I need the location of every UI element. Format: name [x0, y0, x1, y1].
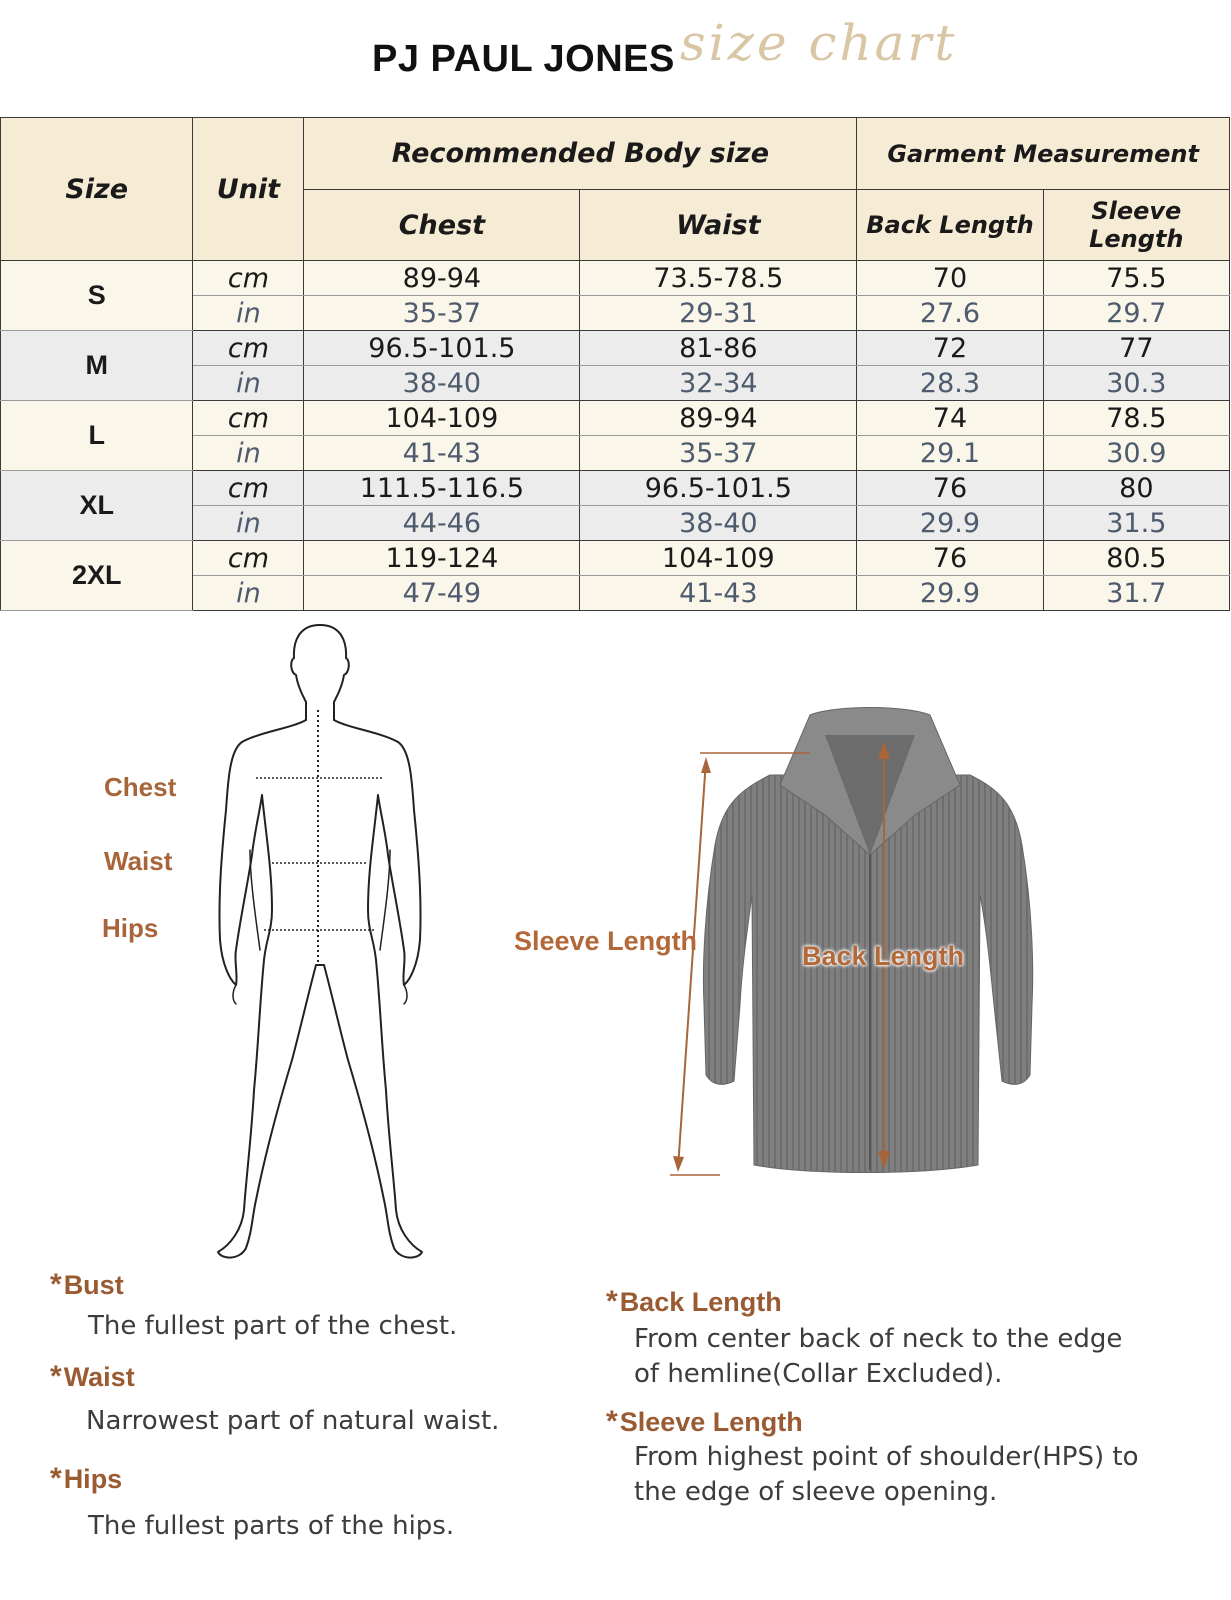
chest-cell: 119-124 [304, 541, 580, 576]
size-chart-script: size chart [680, 14, 958, 72]
waist-label: Waist [104, 846, 173, 876]
note-sleeve-line-1: From highest point of shoulder(HPS) to [634, 1442, 1139, 1472]
sleeve-cell: 75.5 [1043, 261, 1229, 296]
waist-cell: 38-40 [580, 506, 857, 541]
waist-cell: 73.5-78.5 [580, 261, 857, 296]
asterisk-icon: * [606, 1285, 618, 1318]
note-sleeve-line-2: the edge of sleeve opening. [634, 1477, 998, 1507]
group-garment-header: Garment Measurement [857, 118, 1230, 190]
back-cell: 29.1 [857, 436, 1043, 471]
unit-cell: in [193, 366, 304, 401]
size-cell: S [1, 261, 193, 331]
back-cell: 74 [857, 401, 1043, 436]
table-row [1, 401, 1230, 436]
sleeve-cell: 77 [1043, 331, 1229, 366]
asterisk-icon: * [50, 1268, 62, 1301]
sleeve-cell: 29.7 [1043, 296, 1229, 331]
note-back-line-2: of hemline(Collar Excluded). [634, 1359, 1003, 1389]
hips-label: Hips [102, 913, 159, 943]
size-table [0, 117, 1230, 611]
unit-cell: cm [193, 471, 304, 506]
waist-cell: 41-43 [580, 576, 857, 611]
chest-cell: 47-49 [304, 576, 580, 611]
back-cell: 70 [857, 261, 1043, 296]
note-waist-title [50, 1360, 135, 1394]
table-row [1, 541, 1230, 576]
chest-cell: 89-94 [304, 261, 580, 296]
note-sleeve-title-text: Sleeve Length [619, 1407, 803, 1437]
asterisk-icon: * [50, 1462, 62, 1495]
note-bust-title [50, 1268, 124, 1302]
note-hips-title [50, 1462, 122, 1496]
back-cell: 28.3 [857, 366, 1043, 401]
sleeve-length-label: Sleeve Length [514, 926, 698, 956]
brand-name: PJ PAUL JONES [372, 38, 675, 80]
chest-cell: 44-46 [304, 506, 580, 541]
col-unit-header: Unit [193, 118, 304, 261]
col-waist-header: Waist [580, 190, 857, 261]
chest-cell: 104-109 [304, 401, 580, 436]
unit-cell: cm [193, 541, 304, 576]
waist-cell: 96.5-101.5 [580, 471, 857, 506]
body-outline-illustration [200, 620, 440, 1270]
col-chest-header: Chest [304, 190, 580, 261]
unit-cell: cm [193, 401, 304, 436]
group-body-header: Recommended Body size [304, 118, 857, 190]
back-cell: 76 [857, 471, 1043, 506]
chest-cell: 35-37 [304, 296, 580, 331]
chest-cell: 41-43 [304, 436, 580, 471]
note-waist-text: Narrowest part of natural waist. [86, 1406, 500, 1436]
waist-cell: 35-37 [580, 436, 857, 471]
chest-cell: 38-40 [304, 366, 580, 401]
size-cell: XL [1, 471, 193, 541]
note-sleeve-title [606, 1405, 803, 1439]
chest-cell: 96.5-101.5 [304, 331, 580, 366]
waist-cell: 81-86 [580, 331, 857, 366]
unit-cell: in [193, 436, 304, 471]
note-back-text [634, 1322, 1122, 1392]
header [0, 0, 1231, 115]
note-sleeve-text [634, 1440, 1138, 1510]
size-cell: 2XL [1, 541, 193, 611]
back-cell: 72 [857, 331, 1043, 366]
waist-cell: 32-34 [580, 366, 857, 401]
col-back-header: Back Length [857, 190, 1043, 261]
sleeve-cell: 30.9 [1043, 436, 1229, 471]
waist-cell: 29-31 [580, 296, 857, 331]
back-cell: 29.9 [857, 576, 1043, 611]
sleeve-cell: 78.5 [1043, 401, 1229, 436]
back-cell: 76 [857, 541, 1043, 576]
waist-cell: 89-94 [580, 401, 857, 436]
asterisk-icon: * [50, 1360, 62, 1393]
col-sleeve-header: Sleeve Length [1043, 190, 1229, 261]
asterisk-icon: * [606, 1405, 618, 1438]
note-bust-text: The fullest part of the chest. [88, 1311, 458, 1341]
table-row [1, 331, 1230, 366]
unit-cell: in [193, 506, 304, 541]
sleeve-cell: 31.5 [1043, 506, 1229, 541]
size-cell: L [1, 401, 193, 471]
back-cell: 29.9 [857, 506, 1043, 541]
note-bust-title-text: Bust [63, 1270, 124, 1300]
unit-cell: cm [193, 331, 304, 366]
table-header-row [1, 118, 1230, 190]
table-row [1, 471, 1230, 506]
note-hips-text: The fullest parts of the hips. [88, 1511, 455, 1541]
sleeve-cell: 30.3 [1043, 366, 1229, 401]
waist-cell: 104-109 [580, 541, 857, 576]
chest-label: Chest [104, 772, 177, 802]
back-cell: 27.6 [857, 296, 1043, 331]
note-hips-title-text: Hips [63, 1464, 123, 1494]
note-back-title [606, 1285, 782, 1319]
unit-cell: in [193, 576, 304, 611]
unit-cell: in [193, 296, 304, 331]
size-cell: M [1, 331, 193, 401]
unit-cell: cm [193, 261, 304, 296]
sleeve-cell: 80 [1043, 471, 1229, 506]
note-waist-title-text: Waist [63, 1362, 135, 1392]
sleeve-cell: 31.7 [1043, 576, 1229, 611]
back-length-label: Back Length [802, 941, 965, 971]
chest-cell: 111.5-116.5 [304, 471, 580, 506]
note-back-line-1: From center back of neck to the edge [634, 1324, 1123, 1354]
table-row [1, 261, 1230, 296]
col-size-header: Size [1, 118, 193, 261]
note-back-title-text: Back Length [619, 1287, 782, 1317]
sleeve-cell: 80.5 [1043, 541, 1229, 576]
